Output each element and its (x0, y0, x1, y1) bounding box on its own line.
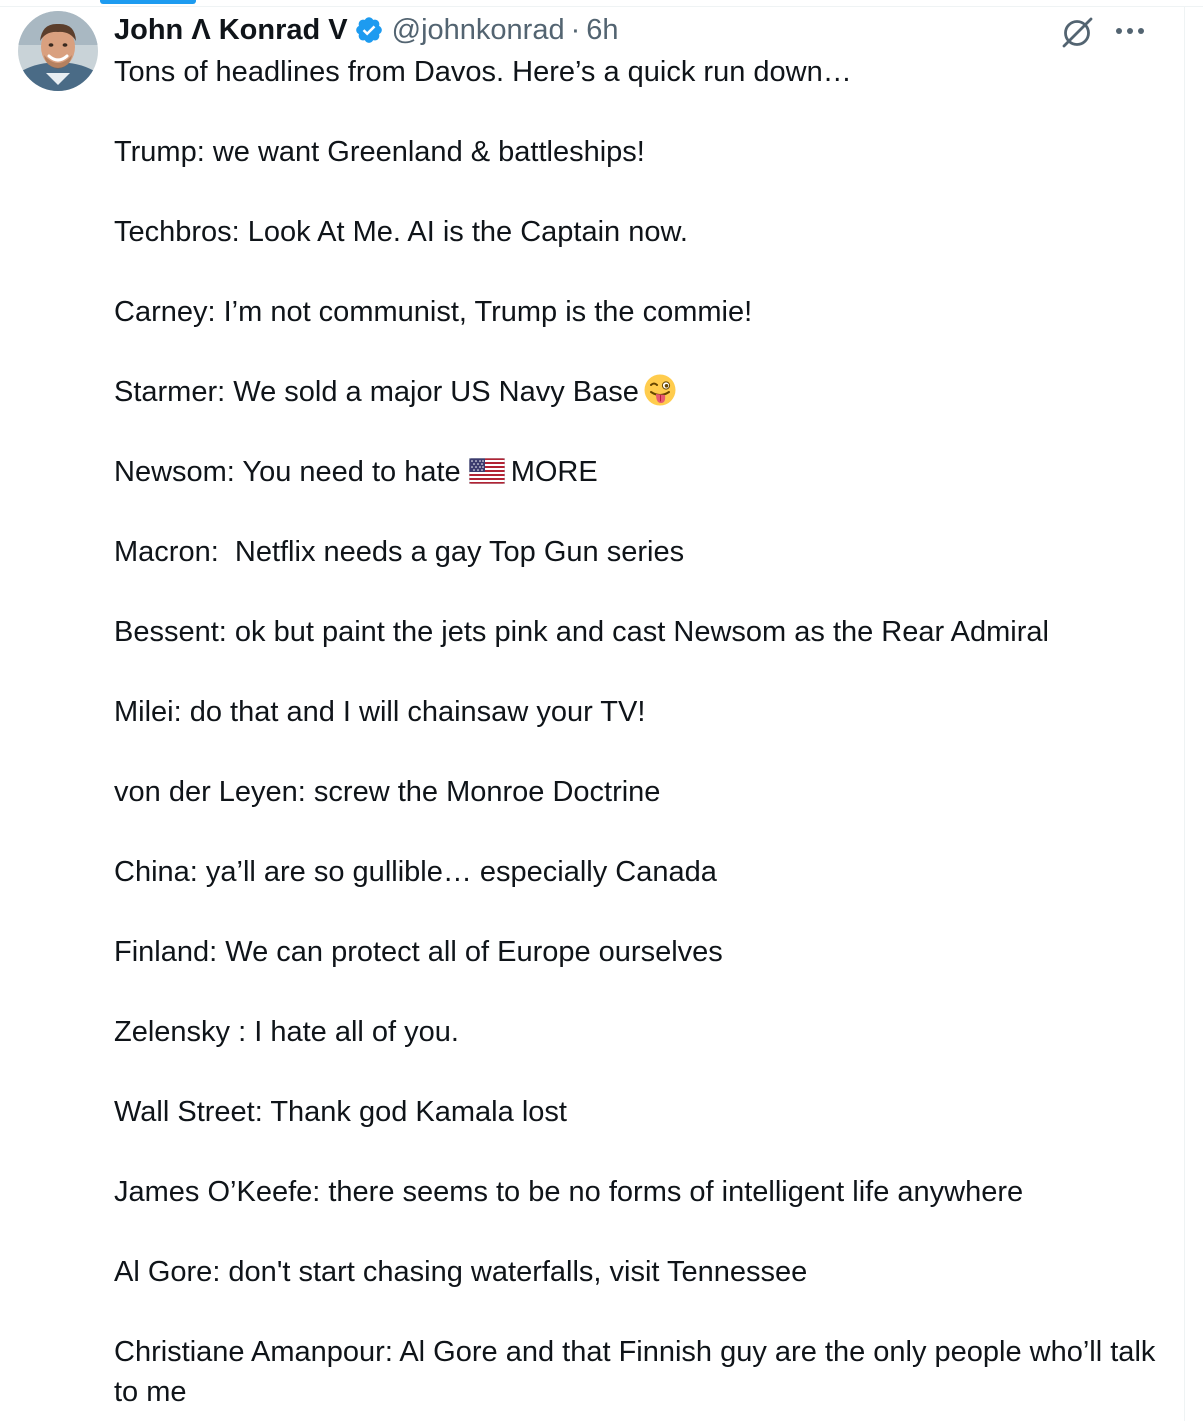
tweet-line (114, 452, 1164, 492)
tweet-line: Milei: do that and I will chainsaw your TV! (114, 696, 646, 728)
avatar[interactable] (18, 11, 98, 91)
profile-photo-icon (18, 11, 98, 91)
tweet-line: Christiane Amanpour: Al Gore and that Finnish guy are the only people who’ll talk to me (114, 1336, 1164, 1408)
grok-button[interactable] (1058, 12, 1098, 52)
tweet-line: Trump: we want Greenland & battleships! (114, 136, 645, 168)
tab-indicator (100, 0, 196, 4)
more-icon (1114, 26, 1146, 36)
tweet-line: Wall Street: Thank god Kamala lost (114, 1096, 567, 1128)
tweet-line: Bessent: ok but paint the jets pink and cast Newsom as the Rear Admiral (114, 616, 1049, 648)
header-separator: · (570, 13, 581, 46)
tweet-line: Techbros: Look At Me. AI is the Captain now. (114, 216, 688, 248)
tweet-line: China: ya’ll are so gullible… especially Canada (114, 856, 717, 888)
winking-face-with-tongue-icon (643, 373, 677, 407)
tweet-line-text: Newsom: You need to hate (114, 456, 461, 488)
verified-badge-icon[interactable] (354, 15, 384, 45)
column-border (1184, 6, 1185, 1421)
tweet-line: Zelensky : I hate all of you. (114, 1016, 459, 1048)
tweet-intro: Tons of headlines from Davos. Here’s a quick run down… (114, 56, 852, 88)
tweet-line-text: Starmer: We sold a major US Navy Base (114, 376, 639, 408)
tweet-line-text: MORE (510, 456, 598, 488)
tweet-timestamp[interactable]: 6h (586, 13, 619, 46)
tweet-line: Al Gore: don't start chasing waterfalls, visit Tennessee (114, 1256, 808, 1288)
tweet-line (114, 372, 1164, 412)
more-options-button[interactable] (1112, 14, 1148, 48)
author-display-name[interactable]: John Λ Konrad V (114, 13, 348, 46)
tweet-text (114, 52, 1164, 1421)
divider (0, 6, 1203, 7)
tweet-line: Macron: Netflix needs a gay Top Gun series (114, 536, 685, 568)
tweet-line: Finland: We can protect all of Europe ourselves (114, 936, 723, 968)
grok-icon (1060, 14, 1096, 50)
tweet-header (114, 8, 619, 52)
tweet-line: Carney: I’m not communist, Trump is the commie! (114, 296, 753, 328)
author-handle[interactable]: @johnkonrad (391, 13, 565, 46)
tweet-line: James O’Keefe: there seems to be no forms of intelligent life anywhere (114, 1176, 1024, 1208)
flag-united-states-icon (469, 458, 505, 484)
tweet-line: von der Leyen: screw the Monroe Doctrine (114, 776, 661, 808)
